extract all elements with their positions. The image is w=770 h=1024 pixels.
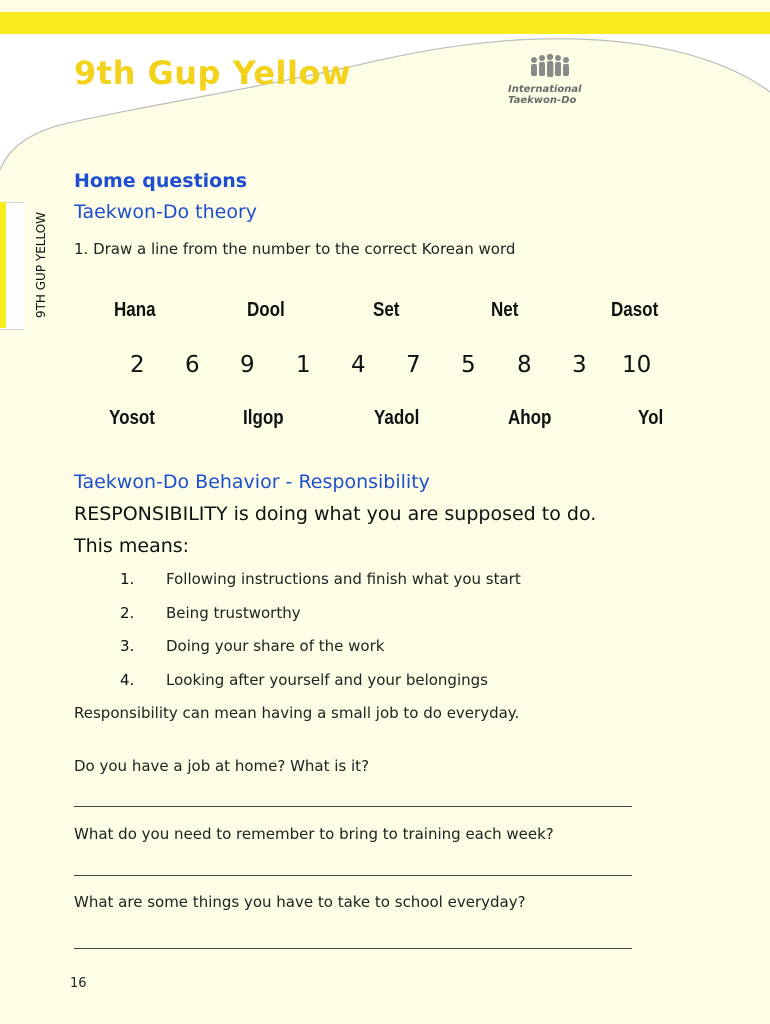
korean-word: Yol: [638, 407, 664, 429]
korean-word: Set: [373, 299, 400, 321]
side-tab-accent: [0, 202, 6, 328]
answer-line-job[interactable]: [74, 806, 632, 807]
answer-line-school[interactable]: [74, 948, 632, 949]
list-item: Following instructions and finish what you start: [166, 570, 521, 588]
list-item: Doing your share of the work: [166, 637, 385, 655]
number: 10: [622, 352, 652, 378]
this-means-label: This means:: [74, 535, 190, 557]
page-title: 9th Gup Yellow: [74, 54, 351, 92]
people-logo-icon: [524, 52, 584, 86]
korean-word: Dool: [247, 299, 285, 321]
question-school: What are some things you have to take to school everyday?: [74, 893, 526, 911]
number: 6: [185, 352, 200, 378]
responsibility-definition: RESPONSIBILITY is doing what you are supposed to do.: [74, 503, 597, 525]
section-heading-theory: Taekwon-Do theory: [74, 201, 258, 223]
number: 4: [351, 352, 366, 378]
korean-word: Yosot: [109, 407, 155, 429]
list-item-number: 2.: [120, 604, 135, 622]
number: 7: [406, 352, 421, 378]
section-heading-behavior: Taekwon-Do Behavior - Responsibility: [74, 471, 430, 493]
question-job: Do you have a job at home? What is it?: [74, 757, 370, 775]
responsibility-note: Responsibility can mean having a small job to do everyday.: [74, 704, 520, 722]
answer-line-training[interactable]: [74, 875, 632, 876]
list-item-number: 3.: [120, 637, 135, 655]
list-item: Looking after yourself and your belongings: [166, 671, 488, 689]
list-item: Being trustworthy: [166, 604, 301, 622]
korean-word: Yadol: [374, 407, 420, 429]
korean-word: Hana: [114, 299, 156, 321]
list-item-number: 1.: [120, 570, 135, 588]
logo-line2: Taekwon-Do: [508, 95, 577, 106]
logo-line1: International: [508, 84, 582, 95]
section-heading-home: Home questions: [74, 170, 248, 192]
number: 2: [130, 352, 145, 378]
itf-logo: [508, 52, 598, 112]
number: 8: [517, 352, 532, 378]
logo-text: [508, 84, 582, 106]
korean-word: Net: [491, 299, 519, 321]
korean-word: Dasot: [611, 299, 659, 321]
question-training: What do you need to remember to bring to training each week?: [74, 825, 554, 843]
number: 9: [240, 352, 255, 378]
number: 3: [572, 352, 587, 378]
list-item-number: 4.: [120, 671, 135, 689]
korean-word: Ahop: [508, 407, 552, 429]
side-tab-label: 9TH GUP YELLOW: [34, 211, 48, 319]
number: 1: [296, 352, 311, 378]
number: 5: [461, 352, 476, 378]
korean-word: Ilgop: [243, 407, 284, 429]
question-1: 1. Draw a line from the number to the correct Korean word: [74, 240, 516, 258]
page-number: 16: [70, 976, 87, 991]
